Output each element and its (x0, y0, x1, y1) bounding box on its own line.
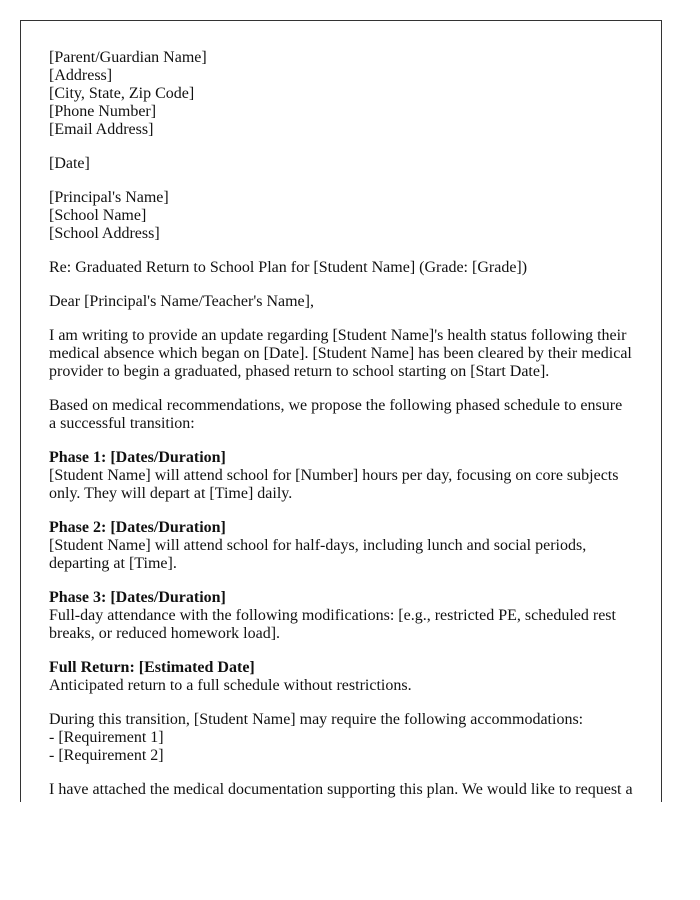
subject-line: Re: Graduated Return to School Plan for [Student Name] (Grade: [Grade]) (49, 259, 528, 276)
phase-3-body: Full-day attendance with the following modifications: [e.g., restricted PE, scheduled rest breaks, or reduced homework load]. (49, 607, 616, 642)
accommodations-intro: During this transition, [Student Name] may require the following accommodations: (49, 711, 584, 728)
phase-1-body: [Student Name] will attend school for [Number] hours per day, focusing on core subjects only. They will depart at [Time] daily. (49, 467, 619, 502)
phase-1-block (49, 449, 633, 503)
accommodation-item: - [Requirement 1] (49, 729, 164, 746)
recipient-name: [Principal's Name] (49, 189, 169, 206)
sender-city-state-zip: [City, State, Zip Code] (49, 85, 195, 102)
recipient-address: [School Address] (49, 225, 160, 242)
full-return-body: Anticipated return to a full schedule without restrictions. (49, 677, 412, 694)
sender-name: [Parent/Guardian Name] (49, 49, 207, 66)
phase-3-title: Phase 3: [Dates/Duration] (49, 589, 226, 606)
phase-3-block (49, 589, 633, 643)
full-return-block (49, 659, 633, 695)
recipient-school: [School Name] (49, 207, 147, 224)
phase-1-title: Phase 1: [Dates/Duration] (49, 449, 226, 466)
recipient-block (49, 189, 633, 243)
accommodation-item: - [Requirement 2] (49, 747, 164, 764)
letter-date: [Date] (49, 155, 90, 172)
full-return-title: Full Return: [Estimated Date] (49, 659, 255, 676)
phase-2-title: Phase 2: [Dates/Duration] (49, 519, 226, 536)
phase-2-body: [Student Name] will attend school for half-days, including lunch and social periods, departing at [Time]. (49, 537, 587, 572)
schedule-intro-paragraph: Based on medical recommendations, we propose the following phased schedule to ensure a successful transition: (49, 397, 623, 432)
sender-block (49, 49, 633, 139)
accommodations-block (49, 711, 633, 765)
letter-document (20, 20, 662, 802)
sender-email: [Email Address] (49, 121, 154, 138)
document-viewport (20, 20, 662, 802)
sender-phone: [Phone Number] (49, 103, 157, 120)
intro-paragraph: I am writing to provide an update regarding [Student Name]'s health status following their medical absence which began on [Date]. [Student Name] has been cleared by their medical provider to begin a graduated, phased return to school starting on [Start Date]. (49, 327, 632, 380)
phase-2-block (49, 519, 633, 573)
salutation: Dear [Principal's Name/Teacher's Name], (49, 293, 314, 310)
closing-paragraph: I have attached the medical documentation supporting this plan. We would like to request a (49, 781, 633, 798)
sender-address: [Address] (49, 67, 113, 84)
